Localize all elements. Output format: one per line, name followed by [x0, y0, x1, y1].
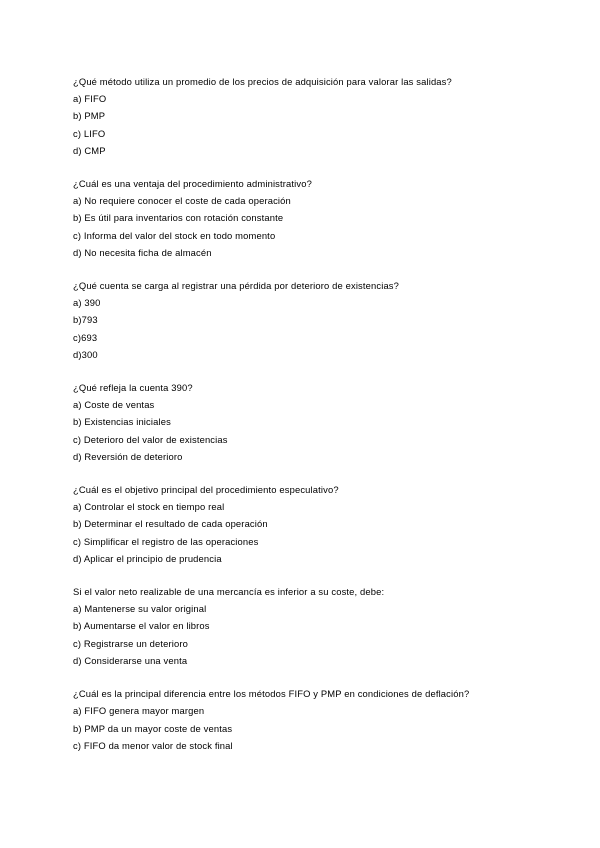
- question-block-5: [73, 481, 573, 567]
- option-d: d) CMP: [73, 144, 106, 156]
- question-block-2: [73, 175, 573, 261]
- quiz-page: [73, 73, 573, 770]
- question-block-6: [73, 583, 573, 669]
- option-d: d) Reversión de deterioro: [73, 450, 183, 462]
- option-list: [73, 294, 573, 363]
- question-text: ¿Cuál es el objetivo principal del procedimiento especulativo?: [73, 484, 339, 496]
- option-list: [73, 498, 573, 567]
- option-d: d) No necesita ficha de almacén: [73, 246, 212, 258]
- question-text: ¿Qué cuenta se carga al registrar una pérdida por deterioro de existencias?: [73, 280, 400, 292]
- option-a: a) 390: [73, 297, 101, 309]
- option-c: c)693: [73, 331, 98, 343]
- question-text: ¿Qué método utiliza un promedio de los precios de adquisición para valorar las salidas?: [73, 76, 452, 87]
- question-block-7: [73, 685, 573, 754]
- option-c: c) Informa del valor del stock en todo momento: [73, 229, 276, 241]
- option-list: [73, 192, 573, 261]
- option-a: a) FIFO genera mayor margen: [73, 705, 205, 717]
- option-b: b) Existencias iniciales: [73, 416, 171, 428]
- question-text: Si el valor neto realizable de una mercancía es inferior a su coste, debe:: [73, 586, 385, 598]
- option-list: [73, 396, 573, 465]
- question-block-4: [73, 379, 573, 465]
- option-a: a) No requiere conocer el coste de cada operación: [73, 195, 291, 207]
- option-c: c) LIFO: [73, 127, 106, 139]
- question-block-1: [73, 73, 573, 159]
- option-a: a) Coste de ventas: [73, 399, 155, 411]
- question-text: ¿Cuál es una ventaja del procedimiento administrativo?: [73, 178, 312, 190]
- option-d: d) Aplicar el principio de prudencia: [73, 552, 222, 564]
- option-a: a) Mantenerse su valor original: [73, 603, 207, 615]
- option-d: d) Considerarse una venta: [73, 654, 188, 666]
- option-list: [73, 90, 573, 159]
- option-a: a) FIFO: [73, 93, 107, 105]
- option-b: b) Es útil para inventarios con rotación constante: [73, 212, 284, 224]
- option-b: b) Determinar el resultado de cada operación: [73, 518, 268, 530]
- option-c: c) Simplificar el registro de las operaciones: [73, 535, 259, 547]
- option-b: b)793: [73, 314, 98, 326]
- question-text: ¿Cuál es la principal diferencia entre los métodos FIFO y PMP en condiciones de deflación?: [73, 688, 470, 700]
- option-b: b) Aumentarse el valor en libros: [73, 620, 210, 632]
- option-b: b) PMP: [73, 110, 106, 122]
- option-c: c) Registrarse un deterioro: [73, 637, 189, 649]
- question-block-3: [73, 277, 573, 363]
- option-list: [73, 600, 573, 669]
- option-b: b) PMP da un mayor coste de ventas: [73, 722, 233, 734]
- option-a: a) Controlar el stock en tiempo real: [73, 501, 225, 513]
- question-text: ¿Qué refleja la cuenta 390?: [73, 382, 193, 394]
- option-d: d)300: [73, 348, 98, 360]
- option-list: [73, 702, 573, 754]
- option-c: c) FIFO da menor valor de stock final: [73, 739, 233, 751]
- option-c: c) Deterioro del valor de existencias: [73, 433, 228, 445]
